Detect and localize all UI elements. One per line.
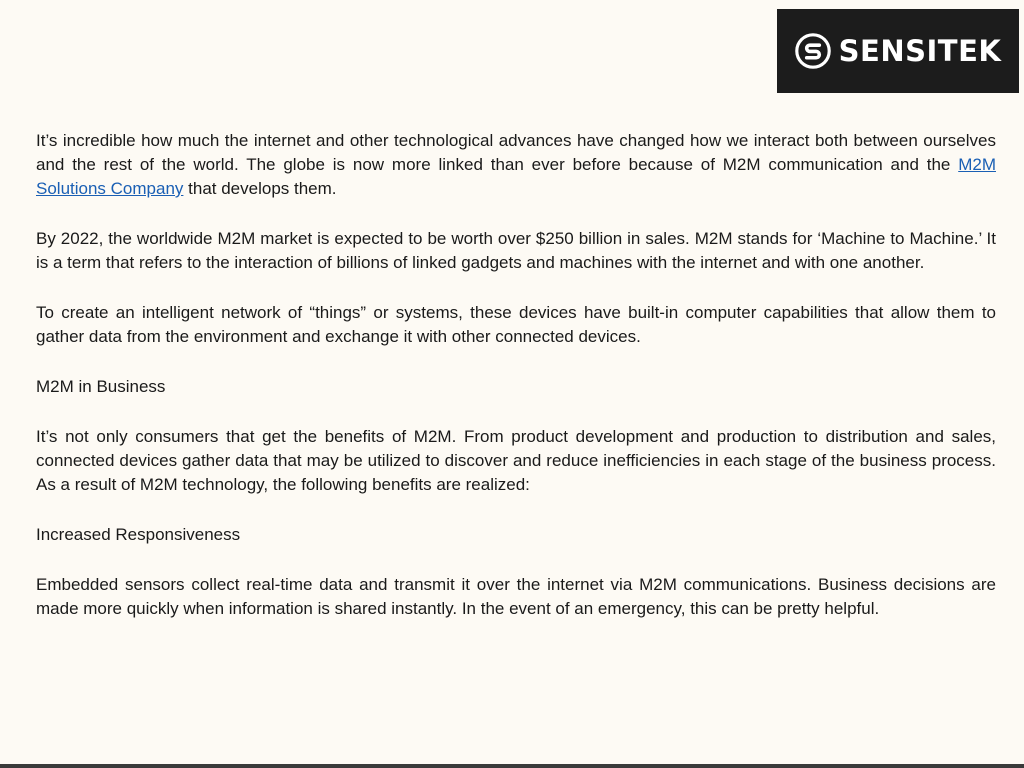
paragraph-text: It’s incredible how much the internet and other technological advances have changed how we interact both between ourselves and the rest of the world. The globe is now more linked than ever before because of M2M communication and the bbox=[36, 131, 996, 174]
sensitek-s-mark-icon bbox=[795, 33, 831, 69]
paragraph-text: that develops them. bbox=[183, 179, 337, 198]
section-heading-m2m-in-business: M2M in Business bbox=[36, 377, 166, 396]
article-paragraph: To create an intelligent network of “things” or systems, these devices have built-in computer capabilities that allow them to gather data from the environment and exchange it with other connected devices. bbox=[36, 303, 996, 346]
bottom-divider bbox=[0, 764, 1024, 768]
brand-logo[interactable] bbox=[777, 9, 1019, 93]
article-paragraph: Embedded sensors collect real-time data and transmit it over the internet via M2M communications. Business decisions are made more quickly when information is shared instantly. In the event of an emergency, this can be pretty helpful. bbox=[36, 575, 996, 618]
section-heading-increased-responsiveness: Increased Responsiveness bbox=[36, 525, 241, 544]
m2m-solutions-company-link[interactable]: M2M Solutions Company bbox=[36, 155, 996, 198]
article-paragraph: It’s not only consumers that get the benefits of M2M. From product development and production to distribution and sales, connected devices gather data that may be utilized to discover and reduce inefficiencies in each stage of the business process. As a result of M2M technology, the following benefits are realized: bbox=[36, 427, 996, 494]
article-paragraph bbox=[36, 129, 996, 201]
article-paragraph: By 2022, the worldwide M2M market is expected to be worth over $250 billion in sales. M2M stands for ‘Machine to Machine.’ It is a term that refers to the interaction of billions of linked gadgets and machines with the internet and with one another. bbox=[36, 229, 996, 272]
brand-name: SENSITEK bbox=[838, 33, 1002, 68]
article-body bbox=[36, 129, 996, 647]
